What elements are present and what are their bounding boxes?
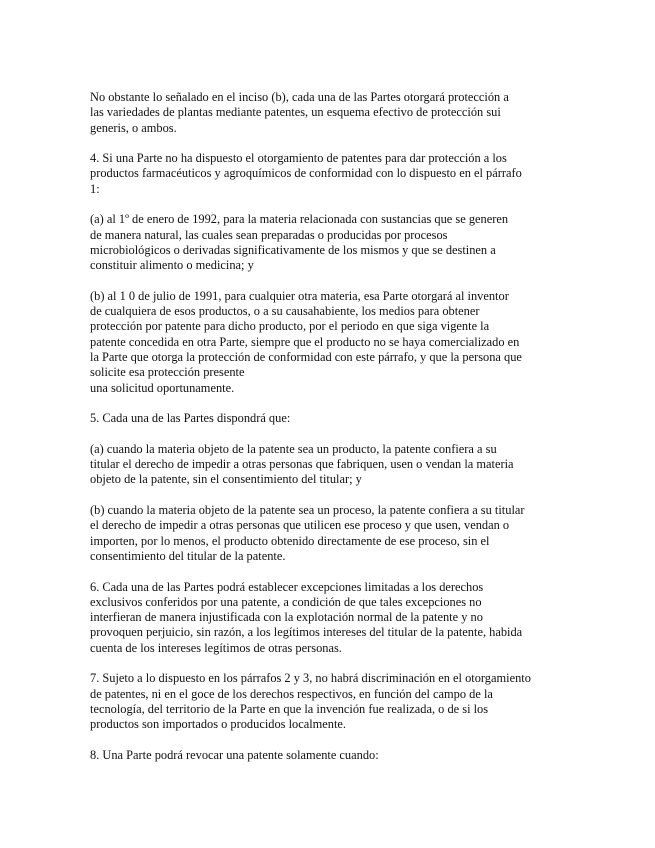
paragraph-7 <box>90 671 566 732</box>
text-line: exclusivos conferidos por una patente, a condición de que tales excepciones no <box>90 594 482 609</box>
text-line: titular el derecho de impedir a otras personas que fabriquen, usen o vendan la materia <box>90 457 514 472</box>
text-line: 6. Cada una de las Partes podrá establecer excepciones limitadas a los derechos <box>90 579 484 594</box>
text-line: (b) cuando la materia objeto de la patente sea un proceso, la patente confiera a su titular <box>90 503 525 518</box>
text-line: consentimiento del titular de la patente. <box>90 548 286 563</box>
text-line: cuenta de los intereses legítimos de otras personas. <box>90 640 342 655</box>
text-line: productos son importados o producidos localmente. <box>90 717 347 732</box>
text-line: 5. Cada una de las Partes dispondrá que: <box>90 411 291 426</box>
text-line: 1: <box>90 181 100 196</box>
text-line: 8. Una Parte podrá revocar una patente solamente cuando: <box>90 747 379 762</box>
paragraph-4 <box>90 151 566 197</box>
text-line: el derecho de impedir a otras personas que utilicen ese proceso y que usen, vendan o <box>90 518 510 533</box>
paragraph-plant-varieties <box>90 90 566 136</box>
text-line: 4. Si una Parte no ha dispuesto el otorgamiento de patentes para dar protección a los <box>90 151 507 166</box>
document-page <box>90 90 566 778</box>
text-line: de patentes, ni en el goce de los derechos respectivos, en función del campo de la <box>90 686 493 701</box>
text-line: (a) cuando la materia objeto de la patente sea un producto, la patente confiera a su <box>90 441 497 456</box>
text-line: de cualquiera de esos productos, o a su causahabiente, los medios para obtener <box>90 304 480 319</box>
text-line: No obstante lo señalado en el inciso (b), cada una de las Partes otorgará protección a <box>90 90 509 104</box>
text-line: protección por patente para dicho producto, por el periodo en que siga vigente la <box>90 319 490 334</box>
paragraph-4a <box>90 212 566 273</box>
text-line: generis, o ambos. <box>90 120 177 135</box>
text-line: provoquen perjuicio, sin razón, a los legítimos intereses del titular de la patente, habida <box>90 625 523 640</box>
text-line: una solicitud oportunamente. <box>90 380 235 395</box>
text-line: solicite esa protección presente <box>90 365 245 380</box>
text-line: objeto de la patente, sin el consentimiento del titular; y <box>90 472 362 487</box>
text-line: la Parte que otorga la protección de conformidad con este párrafo, y que la persona que <box>90 350 522 365</box>
paragraph-5a <box>90 442 566 488</box>
text-line: constituir alimento o medicina; y <box>90 258 254 273</box>
text-line: las variedades de plantas mediante patentes, un esquema efectivo de protección sui <box>90 105 501 120</box>
text-line: microbiológicos o derivadas significativamente de los mismos y que se destinen a <box>90 242 496 257</box>
text-line: productos farmacéuticos y agroquímicos de conformidad con lo dispuesto en el párrafo <box>90 166 522 181</box>
text-line: tecnología, del territorio de la Parte en que la invención fue realizada, o de si los <box>90 701 489 716</box>
text-line: importen, por lo menos, el producto obtenido directamente de ese proceso, sin el <box>90 533 490 548</box>
text-line: (b) al 1 0 de julio de 1991, para cualquier otra materia, esa Parte otorgará al inventor <box>90 288 509 303</box>
paragraph-5b <box>90 503 566 564</box>
paragraph-5 <box>90 411 566 426</box>
paragraph-6 <box>90 580 566 656</box>
text-line: de manera natural, las cuales sean preparadas o producidas por procesos <box>90 227 448 242</box>
paragraph-8 <box>90 748 566 763</box>
text-line: 7. Sujeto a lo dispuesto en los párrafos 2 y 3, no habrá discriminación en el otorgamiento <box>90 671 531 686</box>
text-line: patente concedida en otra Parte, siempre que el producto no se haya comercializado en <box>90 334 520 349</box>
text-line: (a) al 1º de enero de 1992, para la materia relacionada con sustancias que se generen <box>90 212 509 227</box>
paragraph-4b <box>90 289 566 396</box>
text-line: interfieran de manera injustificada con la explotación normal de la patente y no <box>90 610 483 625</box>
